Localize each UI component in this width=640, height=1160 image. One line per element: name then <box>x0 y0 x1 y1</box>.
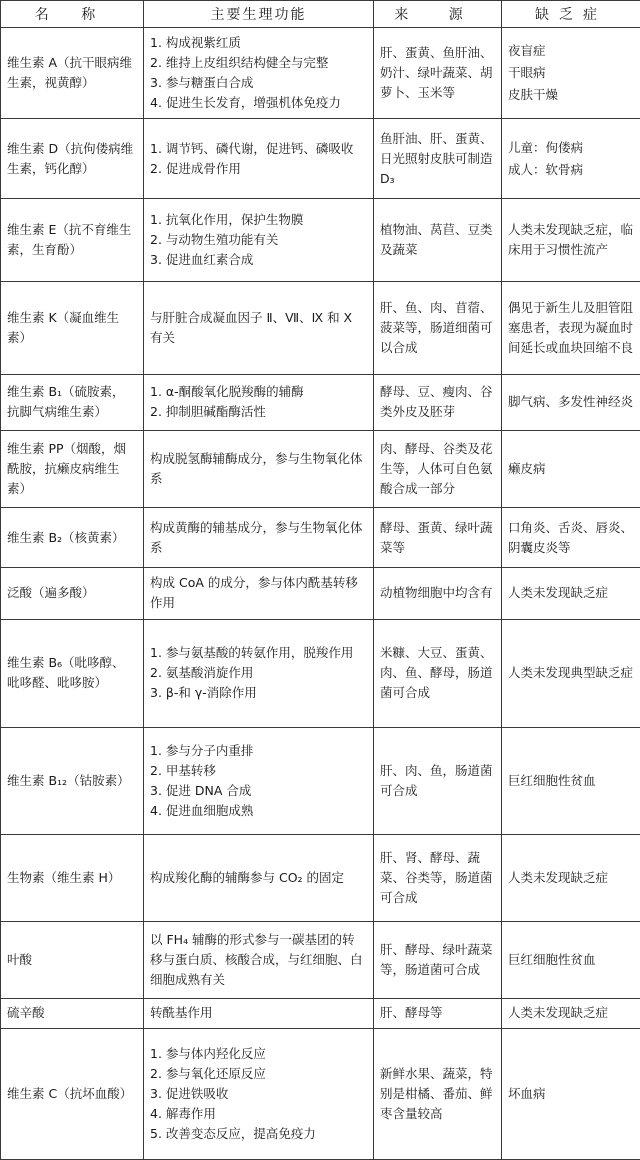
deficiency-item: 人类未发现缺乏症 <box>508 870 609 886</box>
vitamin-name-cell: 维生素 E（抗不育维生素，生育酚） <box>1 199 144 282</box>
function-item: 1. 参与分子内重排 <box>150 742 254 758</box>
function-list <box>150 643 367 703</box>
source-cell: 酵母、豆、瘦肉、谷类外皮及胚芽 <box>374 374 502 430</box>
function-list <box>150 518 367 558</box>
deficiency-item: 偶见于新生儿及胆管阻塞患者，表现为凝血时间延长或血块回缩不良 <box>508 299 634 355</box>
function-cell <box>144 835 374 922</box>
source-cell: 肝、蛋黄、鱼肝油、奶汁、绿叶蔬菜、胡萝卜、玉米等 <box>374 28 502 119</box>
deficiency-cell <box>502 282 640 375</box>
table-row <box>1 835 640 922</box>
deficiency-item: 巨红细胞性贫血 <box>508 772 596 788</box>
function-item: 1. 抗氧化作用，保护生物膜 <box>150 212 304 228</box>
deficiency-list <box>508 137 634 181</box>
function-list <box>150 308 367 348</box>
function-item: 3. 促进铁吸收 <box>150 1085 229 1101</box>
deficiency-list <box>508 392 634 412</box>
function-item: 3. β-和 γ-消除作用 <box>150 685 257 701</box>
deficiency-cell <box>502 431 640 508</box>
deficiency-cell <box>502 1028 640 1159</box>
deficiency-item: 脚气病、多发性神经炎 <box>508 394 634 410</box>
function-item: 4. 解毒作用 <box>150 1105 216 1121</box>
function-list <box>150 210 367 270</box>
deficiency-item: 夜盲症 <box>508 42 546 58</box>
deficiency-list <box>508 583 634 603</box>
function-item: 2. 氨基酸消旋作用 <box>150 665 254 681</box>
deficiency-list <box>508 298 634 358</box>
deficiency-cell <box>502 922 640 999</box>
function-item: 3. 促进 DNA 合成 <box>150 782 252 798</box>
table-row <box>1 282 640 375</box>
deficiency-cell <box>502 28 640 119</box>
function-item: 2. 抑制胆碱酯酶活性 <box>150 404 266 420</box>
table-row <box>1 998 640 1028</box>
deficiency-list <box>508 459 634 479</box>
deficiency-list <box>508 771 634 791</box>
header-function: 主要生理功能 <box>144 1 374 28</box>
function-item: 1. 参与氨基酸的转氨作用，脱羧作用 <box>150 645 354 661</box>
source-cell: 米糠、大豆、蛋黄、肉、鱼、酵母，肠道菌可合成 <box>374 619 502 727</box>
table-row <box>1 922 640 999</box>
source-cell: 新鲜水果、蔬菜，特别是柑橘、番茄、鲜枣含量较高 <box>374 1028 502 1159</box>
deficiency-item: 人类未发现缺乏症 <box>508 585 609 601</box>
function-cell <box>144 199 374 282</box>
source-cell: 动植物细胞中均含有 <box>374 568 502 619</box>
function-item: 1. α-酮酸氧化脱羧酶的辅酶 <box>150 384 304 400</box>
table-row <box>1 619 640 727</box>
function-item: 构成 CoA 的成分，参与体内酰基转移作用 <box>150 575 358 611</box>
deficiency-cell <box>502 727 640 835</box>
vitamin-name-cell: 维生素 B₁₂（钴胺素） <box>1 727 144 835</box>
deficiency-list <box>508 868 634 888</box>
function-item: 4. 促进生长发育，增强机体免疫力 <box>150 94 341 110</box>
function-item: 2. 促进成骨作用 <box>150 160 241 176</box>
source-cell: 肝、酵母、绿叶蔬菜等，肠道菌可合成 <box>374 922 502 999</box>
deficiency-item: 人类未发现典型缺乏症 <box>508 665 634 681</box>
table-row <box>1 431 640 508</box>
function-list <box>150 139 367 179</box>
deficiency-list <box>508 220 634 260</box>
function-item: 构成脱氢酶辅酶成分，参与生物氧化体系 <box>150 450 363 486</box>
function-cell <box>144 431 374 508</box>
function-item: 2. 与动物生殖功能有关 <box>150 232 279 248</box>
table-row <box>1 118 640 199</box>
function-list <box>150 1044 367 1144</box>
source-cell: 鱼肝油、肝、蛋黄、日光照射皮肤可制造 D₃ <box>374 118 502 199</box>
function-item: 1. 参与体内羟化反应 <box>150 1045 266 1061</box>
deficiency-cell <box>502 507 640 567</box>
deficiency-list <box>508 1084 634 1104</box>
table-row <box>1 727 640 835</box>
vitamin-name-cell: 维生素 C（抗坏血酸） <box>1 1028 144 1159</box>
source-cell: 肝、肾、酵母、蔬菜、谷类等，肠道菌可合成 <box>374 835 502 922</box>
deficiency-item: 儿童：佝偻病 <box>508 139 584 155</box>
function-list <box>150 573 367 613</box>
function-cell <box>144 374 374 430</box>
function-item: 以 FH₄ 辅酶的形式参与一碳基团的转移与蛋白质、核酸合成，与红细胞、白细胞成熟有关 <box>150 931 363 987</box>
function-item: 3. 促进血红素合成 <box>150 252 254 268</box>
function-item: 构成黄酶的辅基成分，参与生物氧化体系 <box>150 519 363 555</box>
function-cell <box>144 1028 374 1159</box>
deficiency-cell <box>502 619 640 727</box>
header-source: 来 源 <box>374 1 502 28</box>
function-item: 1. 构成视紫红质 <box>150 34 241 50</box>
table-body <box>1 28 640 1160</box>
table-row <box>1 507 640 567</box>
deficiency-list <box>508 663 634 683</box>
deficiency-item: 成人：软骨病 <box>508 161 584 177</box>
deficiency-item: 人类未发现缺乏症，临床用于习惯性流产 <box>508 222 634 258</box>
table-row <box>1 199 640 282</box>
function-list <box>150 33 367 113</box>
function-item: 2. 维持上皮组织结构健全与完整 <box>150 54 329 70</box>
table-row <box>1 28 640 119</box>
deficiency-list <box>508 1003 634 1023</box>
vitamin-name-cell: 维生素 B₆（吡哆醇、吡哆醛、吡哆胺） <box>1 619 144 727</box>
vitamin-name-cell: 维生素 B₂（核黄素） <box>1 507 144 567</box>
function-cell <box>144 507 374 567</box>
deficiency-item: 人类未发现缺乏症 <box>508 1005 609 1021</box>
function-item: 2. 参与氧化还原反应 <box>150 1065 266 1081</box>
vitamin-name-cell: 维生素 A（抗干眼病维生素，视黄醇） <box>1 28 144 119</box>
function-item: 5. 改善变态反应，提高免疫力 <box>150 1125 316 1141</box>
source-cell: 肝、鱼、肉、苜蓿、菠菜等，肠道细菌可以合成 <box>374 282 502 375</box>
function-list <box>150 930 367 990</box>
source-cell: 肝、酵母等 <box>374 998 502 1028</box>
header-deficiency: 缺乏症 <box>502 1 640 28</box>
function-cell <box>144 619 374 727</box>
function-cell <box>144 998 374 1028</box>
table-row <box>1 568 640 619</box>
vitamin-name-cell: 维生素 D（抗佝偻病维生素，钙化醇） <box>1 118 144 199</box>
header-row <box>1 1 640 28</box>
vitamin-name-cell: 泛酸（遍多酸） <box>1 568 144 619</box>
deficiency-cell <box>502 998 640 1028</box>
deficiency-list <box>508 950 634 970</box>
deficiency-cell <box>502 835 640 922</box>
function-item: 2. 甲基转移 <box>150 762 216 778</box>
vitamin-name-cell: 硫辛酸 <box>1 998 144 1028</box>
deficiency-cell <box>502 568 640 619</box>
deficiency-item: 干眼病 <box>508 64 546 80</box>
deficiency-list <box>508 518 634 558</box>
deficiency-list <box>508 40 634 106</box>
source-cell: 植物油、莴苣、豆类及蔬菜 <box>374 199 502 282</box>
function-cell <box>144 282 374 375</box>
deficiency-cell <box>502 199 640 282</box>
function-list <box>150 741 367 821</box>
function-item: 构成羧化酶的辅酶参与 CO₂ 的固定 <box>150 870 345 886</box>
deficiency-item: 巨红细胞性贫血 <box>508 951 596 967</box>
function-list <box>150 382 367 422</box>
function-item: 转酰基作用 <box>150 1005 213 1021</box>
function-list <box>150 868 367 888</box>
function-cell <box>144 922 374 999</box>
function-item: 1. 调节钙、磷代谢，促进钙、磷吸收 <box>150 140 354 156</box>
function-cell <box>144 28 374 119</box>
vitamin-name-cell: 维生素 B₁（硫胺素，抗脚气病维生素） <box>1 374 144 430</box>
function-item: 4. 促进血细胞成熟 <box>150 802 254 818</box>
deficiency-item: 口角炎、舌炎、唇炎、阴囊皮炎等 <box>508 519 634 555</box>
vitamin-name-cell: 生物素（维生素 H） <box>1 835 144 922</box>
function-cell <box>144 568 374 619</box>
deficiency-item: 癞皮病 <box>508 460 546 476</box>
function-cell <box>144 118 374 199</box>
header-name: 名 称 <box>1 1 144 28</box>
deficiency-item: 皮肤干燥 <box>508 86 559 102</box>
deficiency-cell <box>502 118 640 199</box>
table-row <box>1 1028 640 1159</box>
source-cell: 肝、肉、鱼，肠道菌可合成 <box>374 727 502 835</box>
table-row <box>1 374 640 430</box>
function-item: 3. 参与糖蛋白合成 <box>150 74 254 90</box>
function-cell <box>144 727 374 835</box>
deficiency-cell <box>502 374 640 430</box>
function-list <box>150 449 367 489</box>
deficiency-item: 坏血病 <box>508 1085 546 1101</box>
function-item: 与肝脏合成凝血因子 Ⅱ、Ⅶ、Ⅸ 和 Ⅹ 有关 <box>150 309 353 345</box>
vitamin-name-cell: 维生素 PP（烟酸，烟酰胺，抗癞皮病维生素） <box>1 431 144 508</box>
vitamin-name-cell: 维生素 K（凝血维生素） <box>1 282 144 375</box>
source-cell: 肉、酵母、谷类及花生等，人体可自色氨酸合成一部分 <box>374 431 502 508</box>
function-list <box>150 1003 367 1023</box>
vitamin-name-cell: 叶酸 <box>1 922 144 999</box>
source-cell: 酵母、蛋黄、绿叶蔬菜等 <box>374 507 502 567</box>
